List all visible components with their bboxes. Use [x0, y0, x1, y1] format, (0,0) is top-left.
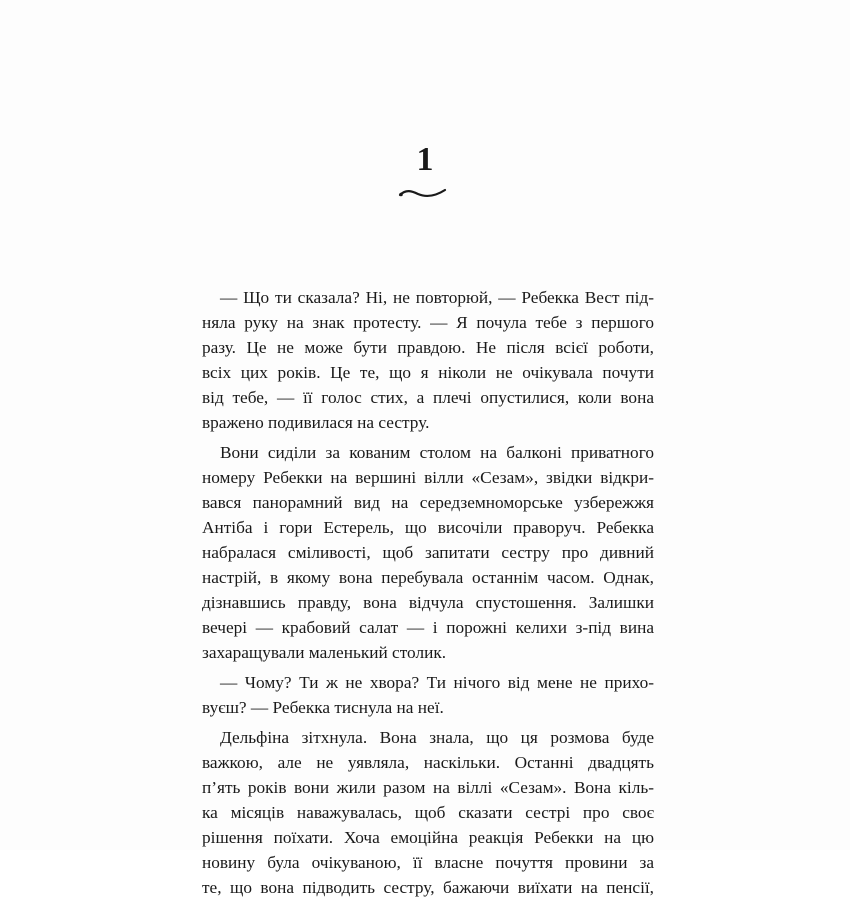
text-line: вечері — крабовий салат — і порожні келихи з-під вина: [202, 618, 654, 637]
text-line: Вони сиділи за кованим столом на балконі приватного: [220, 443, 654, 462]
text-line: дізнавшись правду, вона відчула спустошення. Залишки: [202, 593, 654, 612]
text-line: новину була очікуваною, її власне почуття провини за: [202, 853, 654, 872]
text-line: вуєш? — Ребекка тиснула на неї.: [202, 698, 444, 717]
chapter-ornament-icon: [398, 185, 448, 201]
paragraph: [202, 670, 654, 720]
text-line: набралася сміливості, щоб запитати сестру про дивний: [202, 543, 654, 562]
text-line: — Чому? Ти ж не хвора? Ти нічого від мене не прихо-: [220, 673, 654, 692]
paragraph: [202, 285, 654, 435]
text-line: Дельфіна зітхнула. Вона знала, що ця розмова буде: [220, 728, 654, 747]
text-line: вався панорамний вид на середземноморське узбережжя: [202, 493, 654, 512]
text-line: — Що ти сказала? Ні, не повторюй, — Ребекка Вест під-: [220, 288, 654, 307]
text-line: разу. Це не може бути правдою. Не після всієї роботи,: [202, 338, 654, 357]
text-line: від тебе, — її голос стих, а плечі опустилися, коли вона: [202, 388, 654, 407]
text-line: ка місяців наважувалась, щоб сказати сестрі про своє: [202, 803, 654, 822]
text-line: настрій, в якому вона перебувала останнім часом. Однак,: [202, 568, 654, 587]
text-line: Антіба і гори Естерель, що височіли праворуч. Ребекка: [202, 518, 654, 537]
text-line: няла руку на знак протесту. — Я почула тебе з першого: [202, 313, 654, 332]
text-line: те, що вона підводить сестру, бажаючи виїхати на пенсії,: [202, 878, 654, 897]
text-line: захаращували маленький столик.: [202, 643, 447, 662]
body-text: [202, 285, 654, 905]
paragraph: [202, 725, 654, 900]
text-line: рішення поїхати. Хоча емоційна реакція Ребекки на цю: [202, 828, 654, 847]
chapter-number: 1: [416, 141, 434, 178]
text-line: номеру Ребекки на вершині вілли «Сезам», звідки відкри-: [202, 468, 654, 487]
text-line: всіх цих років. Це те, що я ніколи не очікувала почути: [202, 363, 654, 382]
text-line: важкою, але не уявляла, наскільки. Останні двадцять: [202, 753, 654, 772]
text-line: вражено подивилася на сестру.: [202, 413, 430, 432]
text-line: п’ять років вони жили разом на віллі «Сезам». Вона кіль-: [202, 778, 654, 797]
paragraph: [202, 440, 654, 665]
